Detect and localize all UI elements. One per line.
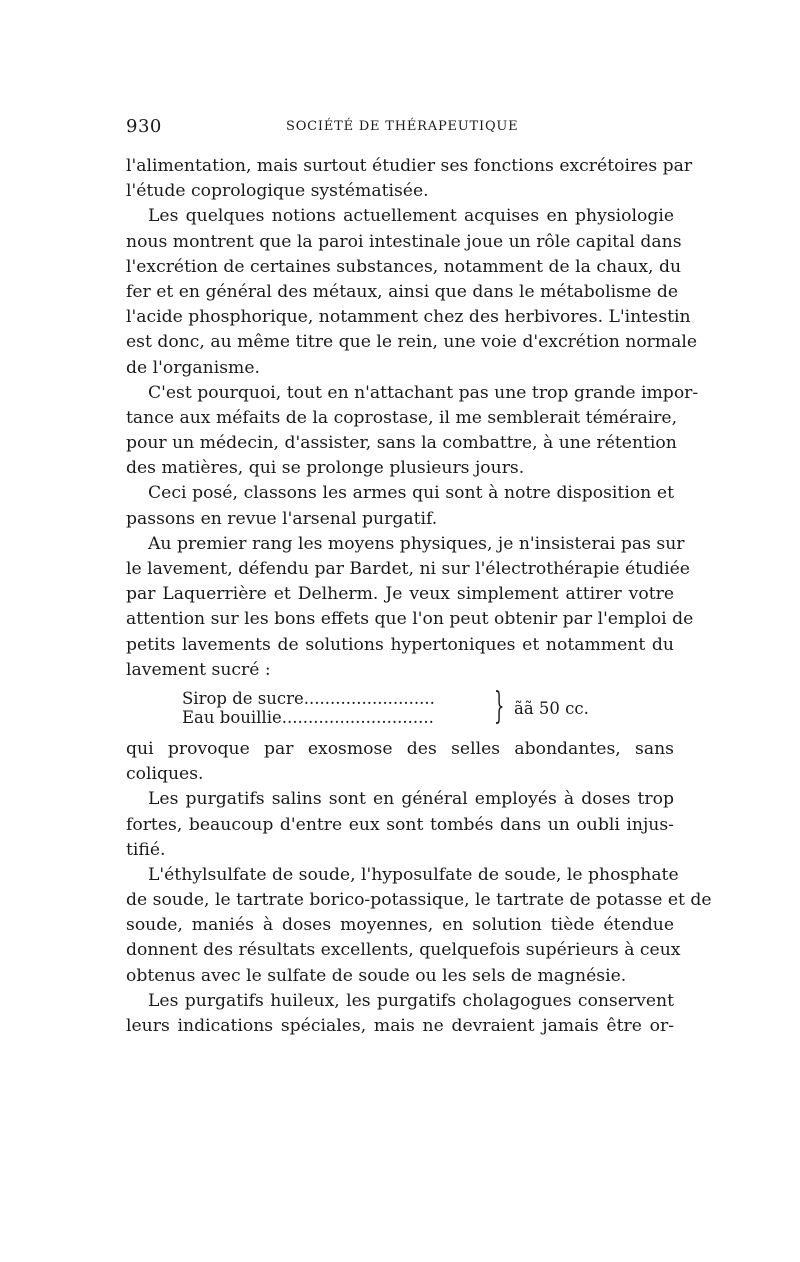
text-line: l'alimentation, mais surtout étudier ses fonctions excrétoires par	[126, 156, 693, 176]
text-line: Ceci posé, classons les armes qui sont à notre disposition et	[148, 483, 674, 504]
text-line: le lavement, défendu par Bardet, ni sur l'électrothérapie étudiée	[126, 559, 690, 579]
text-line: Les quelques notions actuellement acquises en physiologie	[148, 206, 674, 227]
recipe-dose: ãã 50 cc.	[514, 698, 589, 718]
text-line: donnent des résultats excellents, quelquefois supérieurs à ceux	[126, 940, 681, 961]
text-line: de l'organisme.	[126, 357, 260, 378]
text-line: pour un médecin, d'assister, sans la combattre, à une rétention	[126, 433, 677, 454]
text-line: qui provoque par exosmose des selles abondantes, sans	[126, 738, 674, 759]
text-line: obtenus avec le sulfate de soude ou les sels de magnésie.	[126, 965, 627, 986]
text-line: lavement sucré :	[126, 659, 271, 680]
text-line: attention sur les bons effets que l'on peut obtenir par l'emploi de	[126, 609, 694, 630]
text-line: l'excrétion de certaines substances, notamment de la chaux, du	[126, 256, 682, 277]
text-line: Les purgatifs huileux, les purgatifs cholagogues conservent	[148, 990, 674, 1011]
text-line: L'éthylsulfate de soude, l'hyposulfate de soude, le phosphate	[148, 864, 679, 885]
text-line: fortes, beaucoup d'entre eux sont tombés dans un oubli injus-	[126, 814, 674, 835]
text-line: Les purgatifs salins sont en général employés à doses trop	[148, 789, 674, 810]
text-line: C'est pourquoi, tout en n'attachant pas une trop grande impor-	[148, 382, 699, 403]
text-line: tifié.	[126, 839, 166, 860]
text-line: tance aux méfaits de la coprostase, il me semblerait téméraire,	[126, 407, 678, 428]
text-line: nous montrent que la paroi intestinale joue un rôle capital dans	[126, 231, 682, 252]
text-line: petits lavements de solutions hypertoniques et notamment du	[126, 634, 674, 655]
text-line: par Laquerrière et Delherm. Je veux simplement attirer votre	[126, 584, 674, 605]
text-line: des matières, qui se prolonge plusieurs jours.	[126, 458, 525, 479]
text-line: passons en revue l'arsenal purgatif.	[126, 508, 438, 529]
body-text	[126, 154, 712, 1039]
recipe	[126, 685, 674, 733]
page-header	[126, 116, 674, 140]
recipe-brace: }	[494, 685, 505, 727]
running-head: SOCIÉTÉ DE THÉRAPEUTIQUE	[286, 119, 519, 134]
recipe-ingredient: Sirop de sucre.........................	[182, 688, 435, 708]
text-line: de soude, le tartrate borico-potassique, le tartrate de potasse et de	[126, 890, 712, 911]
text-line: leurs indications spéciales, mais ne devraient jamais être or-	[126, 1016, 674, 1036]
text-line: coliques.	[126, 764, 204, 785]
text-line: l'étude coprologique systématisée.	[126, 181, 429, 202]
text-line: soude, maniés à doses moyennes, en solution tiède étendue	[126, 915, 674, 936]
text-line: fer et en général des métaux, ainsi que dans le métabolisme de	[126, 281, 678, 302]
text-line: Au premier rang les moyens physiques, je n'insisterai pas sur	[148, 533, 685, 554]
page-number: 930	[126, 116, 162, 137]
text-line: est donc, au même titre que le rein, une voie d'excrétion normale	[126, 332, 698, 353]
recipe-ingredient: Eau bouillie.............................	[182, 707, 434, 727]
text-line: l'acide phosphorique, notamment chez des herbivores. L'intestin	[126, 307, 691, 328]
